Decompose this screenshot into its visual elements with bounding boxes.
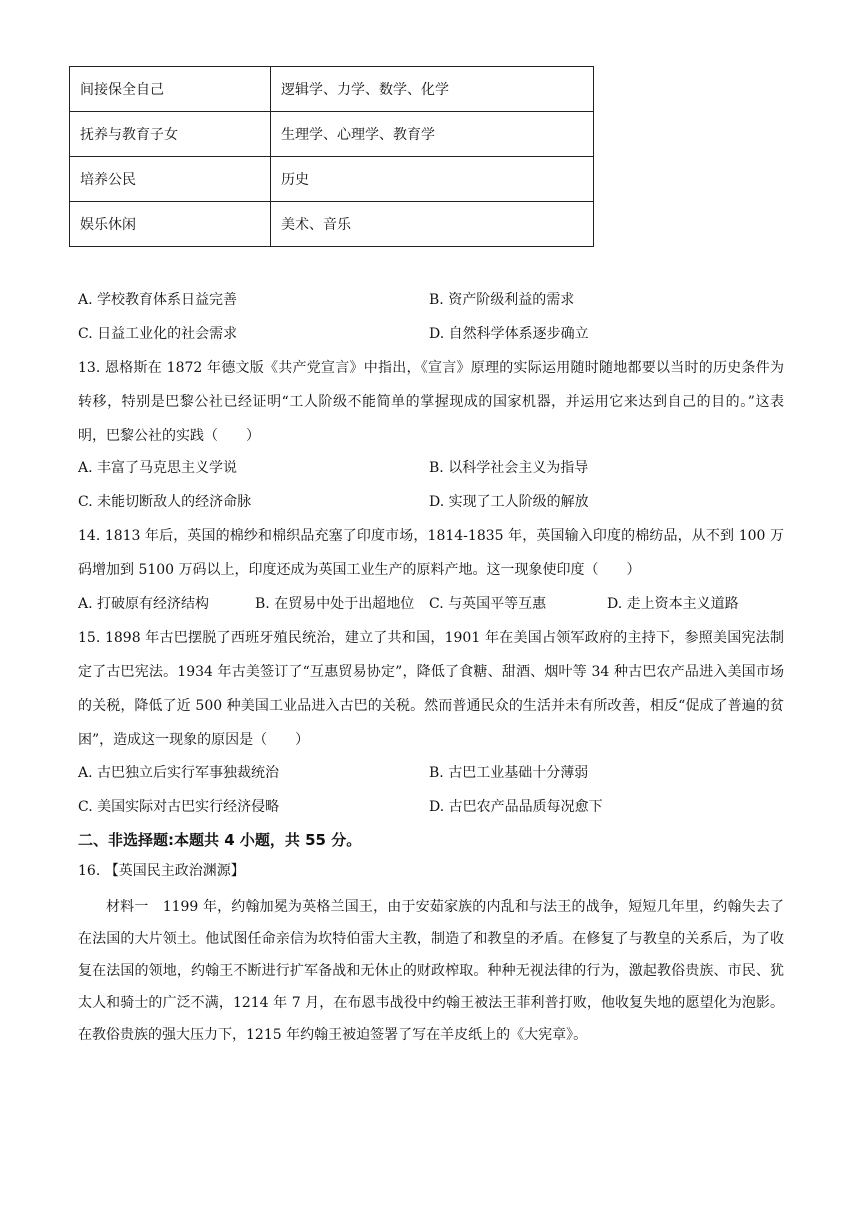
- purpose-cell: 培养公民: [70, 157, 271, 202]
- q14-option-d: D. 走上资本主义道路: [607, 596, 739, 612]
- table-row: [70, 112, 594, 157]
- q15-option-a: A. 古巴独立后实行军事独裁统治: [78, 765, 280, 781]
- q12-option-c: C. 日益工业化的社会需求: [78, 326, 238, 342]
- q12-option-d: D. 自然科学体系逐步确立: [429, 326, 589, 342]
- q14-option-b: B. 在贸易中处于出超地位: [255, 596, 415, 612]
- purpose-cell: 抚养与教育子女: [70, 112, 271, 157]
- q13-option-b: B. 以科学社会主义为指导: [429, 460, 589, 476]
- q12-option-b: B. 资产阶级利益的需求: [429, 292, 575, 308]
- purpose-cell: 间接保全自己: [70, 67, 271, 112]
- q13-stem: 13. 恩格斯在 1872 年德文版《共产党宣言》中指出，《宣言》原理的实际运用随时随地都要以当时的历史条件为转移，特别是巴黎公社已经证明“工人阶级不能简单的掌握现成的国家机器，并运用它来达到自己的目的。”这表明，巴黎公社的实践（ ）: [78, 360, 784, 444]
- q15-option-c: C. 美国实际对古巴实行经济侵略: [78, 799, 280, 815]
- subjects-cell: 逻辑学、力学、数学、化学: [271, 67, 594, 112]
- q15-option-b: B. 古巴工业基础十分薄弱: [429, 765, 589, 781]
- q13-option-a: A. 丰富了马克思主义学说: [78, 460, 238, 476]
- q14-option-c: C. 与英国平等互惠: [429, 596, 547, 612]
- purpose-cell: 娱乐休闲: [70, 202, 271, 247]
- subjects-cell: 生理学、心理学、教育学: [271, 112, 594, 157]
- q14-option-a: A. 打破原有经济结构: [78, 596, 210, 612]
- q14-stem: 14. 1813 年后，英国的棉纱和棉织品充塞了印度市场，1814-1835 年，英国输入印度的棉纺品，从不到 100 万码增加到 5100 万码以上，印度还成为英国工业生产的原料产地。这一现象使印度（ ）: [78, 528, 784, 578]
- q16-material-1: 材料一 1199 年，约翰加冕为英格兰国王，由于安茹家族的内乱和与法王的战争，短短几年里，约翰失去了在法国的大片领土。他试图任命亲信为坎特伯雷大主教，制造了和教皇的矛盾。在修复了与教皇的关系后，为了收复在法国的领地，约翰王不断进行扩军备战和无休止的财政榨取。种种无视法律的行为，激起教俗贵族、市民、犹太人和骑士的广泛不满，1214 年 7 月，在布恩韦战役中约翰王被法王菲利普打败，他收复失地的愿望化为泡影。在教俗贵族的强大压力下，1215 年约翰王被迫签署了写在羊皮纸上的《大宪章》。: [78, 899, 784, 1043]
- q13-option-d: D. 实现了工人阶级的解放: [429, 494, 589, 510]
- subject-table: [69, 66, 594, 247]
- q13-option-c: C. 未能切断敌人的经济命脉: [78, 494, 252, 510]
- table-row: [70, 67, 594, 112]
- subjects-cell: 历史: [271, 157, 594, 202]
- q12-option-a: A. 学校教育体系日益完善: [78, 292, 238, 308]
- q16-title: 16. 【英国民主政治渊源】: [78, 863, 245, 879]
- table-row: [70, 202, 594, 247]
- section-heading: 二、非选择题:本题共 4 小题，共 55 分。: [78, 831, 362, 849]
- subjects-cell: 美术、音乐: [271, 202, 594, 247]
- q15-stem: 15. 1898 年古巴摆脱了西班牙殖民统治，建立了共和国，1901 年在美国占领军政府的主持下，参照美国宪法制定了古巴宪法。1934 年古美签订了“互惠贸易协定”，降低了食糖、甜酒、烟叶等 34 种古巴农产品进入美国市场的关税，降低了近 500 种美国工业品进入古巴的关税。然而普通民众的生活并未有所改善，相反“促成了普遍的贫困”，造成这一现象的原因是（ ）: [78, 630, 784, 748]
- q15-option-d: D. 古巴农产品品质每况愈下: [429, 799, 603, 815]
- table-row: [70, 157, 594, 202]
